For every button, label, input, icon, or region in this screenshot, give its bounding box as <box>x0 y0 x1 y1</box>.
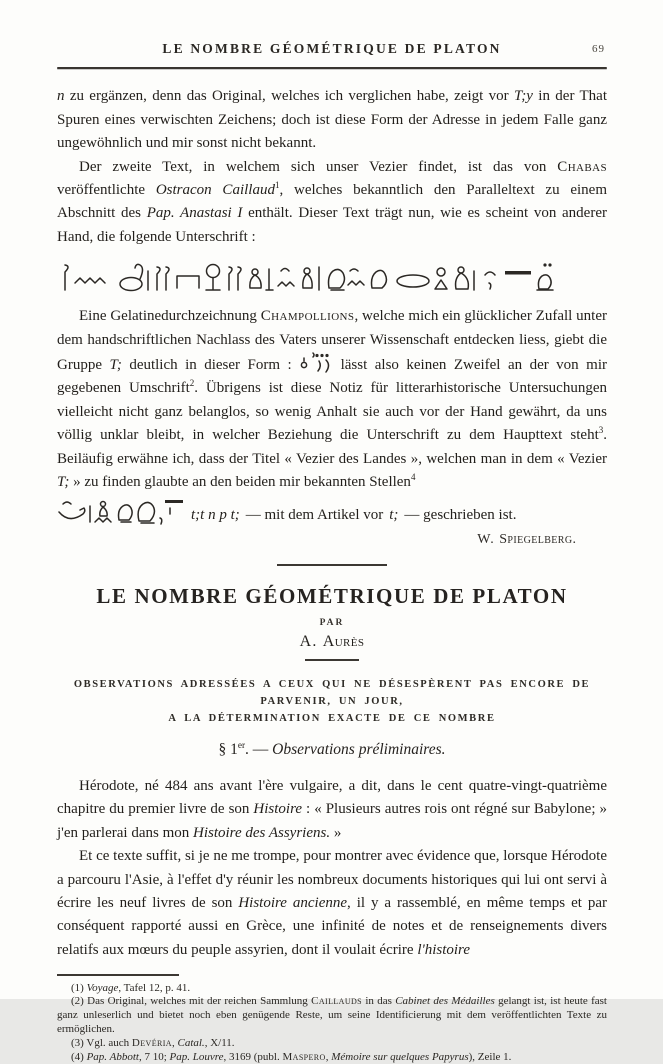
section-heading: § 1er. — Observations préliminaires. <box>218 740 446 758</box>
page-content <box>57 40 607 1064</box>
article-title: LE NOMBRE GÉOMÉTRIQUE DE PLATON <box>96 584 568 609</box>
footnotes <box>57 982 607 1064</box>
footnote-4: (4) Pap. Abbott, 7 10; Pap. Louvre, 3169 (publ. Maspero, Mémoire sur quelques Papyrus), Zeile 1. <box>71 1050 512 1063</box>
paragraph-ostracon: Der zweite Text, in welchem sich unser Vezier findet, ist das von Chabas veröffentlichte Ostracon Caillaud$^1$, welches bekanntlich den Paralleltext zu einem Abschnitt des Pap. Anastasi I enthält. Dieser Text trägt nun, wie es scheint von anderer Hand, die folgende Unterschrift : <box>57 158 608 245</box>
header-rule <box>57 67 607 69</box>
transliteration-line: t;t n p t; — mit dem Artikel vor t; — geschrieben ist. <box>57 496 607 528</box>
page-number: 69 <box>592 43 605 55</box>
hieroglyph-group-icon <box>57 496 185 528</box>
paragraph-continuation: n zu ergänzen, denn das Original, welches ich verglichen habe, zeigt vor T;y in der That Spuren eines verwischten Zeichens; doch ist diese Form der Adresse in jedem Falle ganz ungewöhnlich und mir sonst nicht bekannt. <box>57 88 607 152</box>
subtitle-line-1: OBSERVATIONS ADRESSÉES A CEUX QUI NE DÉSESPÈRENT PAS ENCORE DE PARVENIR, UN JOUR, <box>73 678 591 707</box>
author-signature: W. Spiegelberg. <box>477 532 577 548</box>
footnote-1: (1) Voyage, Tafel 12, p. 41. <box>71 981 191 994</box>
footnote-2: (2) Das Original, welches mit der reichen Sammlung Caillauds in das Cabinet des Médailles gelangt ist, ist heute fast ganz unleserlich und bietet noch eben genügende Reste, um seine Identificierung mit dem veröffentlichten Texte zu ermöglichen. <box>57 995 607 1036</box>
footnote-rule <box>57 974 179 975</box>
by-label: PAR <box>319 618 345 629</box>
paragraph-herodote: Hérodote, né 484 ans avant l'ère vulgaire, a dit, dans le cent quatre-vingt-quatrième chapitre du premier livre de son Histoire : « Plusieurs autres rois ont régné sur Babylone; » j'en parlerai dans mon Histoire des Assyriens. » <box>57 777 607 841</box>
article-divider-rule <box>277 564 387 566</box>
article-subtitle <box>57 676 607 727</box>
hieroglyph-form-icon <box>299 352 333 372</box>
paragraph-champollion: Eine Gelatinedurchzeichnung Champollions, welche mich ein glücklicher Zufall unter dem handschriftlichen Nachlass des Vaters unserer Wissenschaft entdecken liess, giebt die Gruppe T; deutlich in dieser Form : lässt also keinen Zweifel an der von mir gegebenen Umschrift$^2$. Übrigens ist diese Notiz für litterarhistorische Untersuchungen vielleicht nicht ganz belanglos, so wenig Anhalt sie auch vor der Hand gewährt, da uns völlig unklar bleibt, in welcher Beziehung die Unterschrift zu dem Haupttext steht$^3$. Beiläufig erwähne ich, dass der Titel « Vezier des Landes », welchen man in dem « Vezier T; » zu finden glaubte an den beiden mir bekannten Stellen$^4$ <box>57 308 607 490</box>
author-rule <box>305 659 359 661</box>
paragraph-texte-suffit: Et ce texte suffit, si je ne me trompe, pour montrer avec évidence que, lorsque Hérodote a parcouru l'Asie, à l'effet d'y réunir les nombreux documents historiques qui lui ont servi à écrire les neuf livres de son Histoire ancienne, il y a rassemblé, en même temps et par conséquent rapporté aussi en Grèce, une infinité de notes et de renseignements divers relatifs aux mœurs du peuple assyrien, dont il voulait écrire l'histoire <box>57 848 607 958</box>
hieroglyph-inscription <box>57 259 607 297</box>
running-header-title: LE NOMBRE GÉOMÉTRIQUE DE PLATON <box>162 41 502 56</box>
running-header <box>57 40 607 64</box>
footnote-3: (3) Vgl. auch Devéria, Catal., X/11. <box>71 1036 235 1049</box>
article-author: A. Aurès <box>299 633 365 651</box>
subtitle-line-2: A LA DÉTERMINATION EXACTE DE CE NOMBRE <box>168 712 496 724</box>
